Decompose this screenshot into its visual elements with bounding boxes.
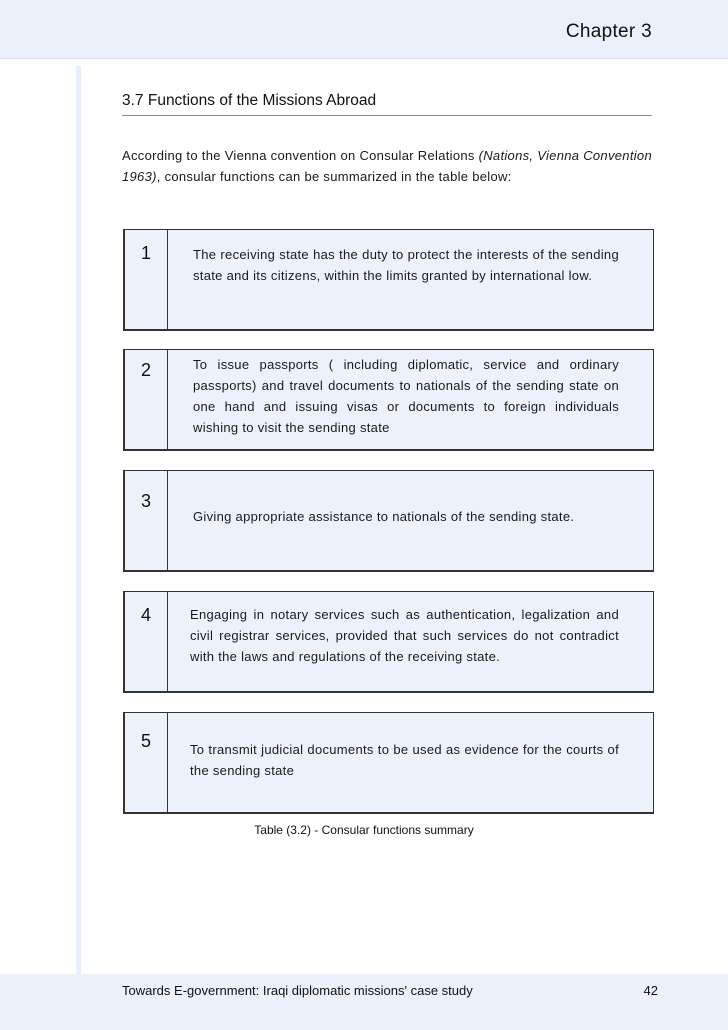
function-box-4: [123, 591, 654, 693]
intro-text-before: According to the Vienna convention on Consular Relations: [122, 148, 479, 163]
chapter-label: Chapter 3: [565, 21, 652, 42]
left-margin-rule: [76, 66, 81, 974]
table-caption: Table (3.2) - Consular functions summary: [254, 823, 474, 837]
function-number: 2: [125, 350, 168, 449]
function-text: To issue passports ( including diplomatic, service and ordinary passports) and travel documents to nationals of the sending state on one hand and issuing visas or documents to foreign individuals wishing to visit the sending state: [193, 357, 619, 435]
intro-text-after: , consular functions can be summarized in the table below:: [156, 169, 512, 184]
footer-title: Towards E-government: Iraqi diplomatic missions' case study: [122, 983, 473, 998]
function-text: To transmit judicial documents to be used as evidence for the courts of the sending state: [190, 742, 619, 778]
function-box-2: [123, 349, 654, 451]
function-box-3: [123, 470, 654, 572]
function-text: Engaging in notary services such as authentication, legalization and civil registrar services, provided that such services do not contradict with the laws and regulations of the receiving state.: [190, 607, 619, 664]
function-box-5: [123, 712, 654, 814]
intro-paragraph: [122, 145, 652, 187]
intro-citation: (Nations, Vienna Convention 1963): [122, 148, 652, 184]
page-number: 42: [643, 983, 658, 998]
section-title: 3.7 Functions of the Missions Abroad: [122, 92, 652, 116]
function-number: 1: [125, 230, 168, 329]
function-number: 3: [125, 471, 168, 570]
function-text: Giving appropriate assistance to nationals of the sending state.: [193, 509, 575, 524]
function-box-1: [123, 229, 654, 331]
function-text: The receiving state has the duty to protect the interests of the sending state and its citizens, within the limits granted by international low.: [193, 247, 619, 283]
function-number: 4: [125, 592, 168, 691]
function-number: 5: [125, 713, 168, 812]
